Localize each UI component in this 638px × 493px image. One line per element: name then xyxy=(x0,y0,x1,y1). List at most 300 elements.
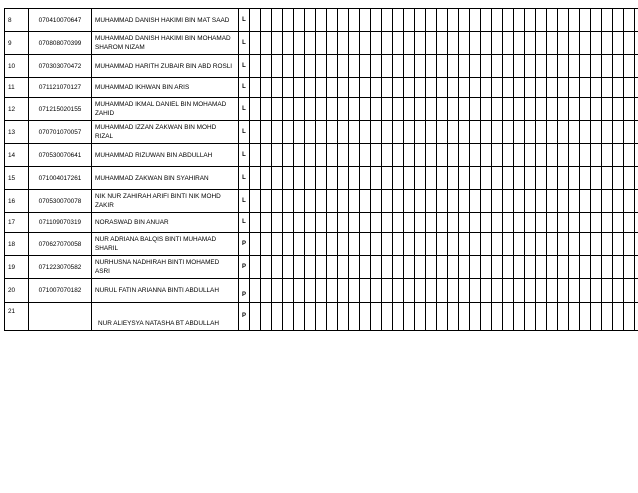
gender-cell: L xyxy=(239,55,250,78)
mark-cell xyxy=(525,167,536,190)
student-id-cell: 070627070058 xyxy=(29,233,92,256)
mark-cell xyxy=(272,303,283,331)
mark-cell xyxy=(272,144,283,167)
mark-cell xyxy=(547,167,558,190)
mark-cell xyxy=(525,213,536,233)
mark-cell xyxy=(382,9,393,32)
mark-cell xyxy=(536,9,547,32)
mark-cell xyxy=(426,144,437,167)
mark-cell xyxy=(294,256,305,279)
mark-cell xyxy=(327,78,338,98)
mark-cell xyxy=(602,233,613,256)
mark-cell xyxy=(382,98,393,121)
student-id-cell: 070701070057 xyxy=(29,121,92,144)
mark-cell xyxy=(569,190,580,213)
mark-cell xyxy=(591,303,602,331)
mark-cell xyxy=(426,78,437,98)
mark-cell xyxy=(448,55,459,78)
mark-cell xyxy=(591,55,602,78)
gender-cell: L xyxy=(239,167,250,190)
mark-cell xyxy=(360,213,371,233)
mark-cell xyxy=(580,303,591,331)
mark-cell xyxy=(283,213,294,233)
mark-cell xyxy=(503,213,514,233)
mark-cell xyxy=(470,256,481,279)
mark-cell xyxy=(371,98,382,121)
gender-cell: L xyxy=(239,78,250,98)
mark-cell xyxy=(294,55,305,78)
mark-cell xyxy=(613,121,624,144)
mark-cell xyxy=(635,256,638,279)
mark-cell xyxy=(459,213,470,233)
mark-cell xyxy=(305,233,316,256)
mark-cell xyxy=(393,167,404,190)
mark-cell xyxy=(536,279,547,303)
mark-cell xyxy=(371,78,382,98)
mark-cell xyxy=(283,190,294,213)
mark-cell xyxy=(393,233,404,256)
mark-cell xyxy=(569,98,580,121)
mark-cell xyxy=(492,190,503,213)
mark-cell xyxy=(283,233,294,256)
mark-cell xyxy=(481,190,492,213)
mark-cell xyxy=(602,213,613,233)
mark-cell xyxy=(305,98,316,121)
mark-cell xyxy=(327,256,338,279)
mark-cell xyxy=(624,144,635,167)
mark-cell xyxy=(415,279,426,303)
mark-cell xyxy=(580,121,591,144)
mark-cell xyxy=(569,32,580,55)
mark-cell xyxy=(547,121,558,144)
table-row xyxy=(5,9,638,32)
mark-cell xyxy=(624,167,635,190)
mark-cell xyxy=(349,303,360,331)
mark-cell xyxy=(349,9,360,32)
mark-cell xyxy=(404,144,415,167)
row-number-cell: 19 xyxy=(5,256,29,279)
mark-cell xyxy=(250,256,261,279)
gender-cell: P xyxy=(239,256,250,279)
mark-cell xyxy=(283,144,294,167)
mark-cell xyxy=(602,303,613,331)
row-number-cell: 9 xyxy=(5,32,29,55)
mark-cell xyxy=(470,78,481,98)
mark-cell xyxy=(437,167,448,190)
mark-cell xyxy=(481,9,492,32)
mark-cell xyxy=(503,32,514,55)
student-name-cell: MUHAMMAD HARITH ZUBAIR BIN ABD ROSLI xyxy=(92,55,239,78)
mark-cell xyxy=(327,121,338,144)
mark-cell xyxy=(250,233,261,256)
mark-cell xyxy=(305,303,316,331)
mark-cell xyxy=(338,9,349,32)
mark-cell xyxy=(261,98,272,121)
mark-cell xyxy=(382,32,393,55)
mark-cell xyxy=(635,121,638,144)
mark-cell xyxy=(503,121,514,144)
mark-cell xyxy=(250,121,261,144)
mark-cell xyxy=(569,303,580,331)
mark-cell xyxy=(272,98,283,121)
mark-cell xyxy=(404,190,415,213)
mark-cell xyxy=(415,213,426,233)
mark-cell xyxy=(272,279,283,303)
mark-cell xyxy=(250,144,261,167)
mark-cell xyxy=(360,121,371,144)
mark-cell xyxy=(547,98,558,121)
mark-cell xyxy=(525,303,536,331)
student-rows xyxy=(5,9,638,331)
mark-cell xyxy=(580,98,591,121)
mark-cell xyxy=(547,144,558,167)
mark-cell xyxy=(514,32,525,55)
mark-cell xyxy=(338,98,349,121)
student-id-cell: 071215020155 xyxy=(29,98,92,121)
mark-cell xyxy=(602,55,613,78)
mark-cell xyxy=(327,233,338,256)
mark-cell xyxy=(338,256,349,279)
mark-cell xyxy=(613,303,624,331)
mark-cell xyxy=(371,9,382,32)
mark-cell xyxy=(569,78,580,98)
mark-cell xyxy=(547,303,558,331)
mark-cell xyxy=(536,303,547,331)
mark-cell xyxy=(261,256,272,279)
mark-cell xyxy=(283,279,294,303)
student-id-cell xyxy=(29,303,92,331)
mark-cell xyxy=(558,98,569,121)
mark-cell xyxy=(382,233,393,256)
mark-cell xyxy=(327,303,338,331)
mark-cell xyxy=(448,144,459,167)
mark-cell xyxy=(459,121,470,144)
mark-cell xyxy=(448,167,459,190)
mark-cell xyxy=(591,256,602,279)
student-id-cell: 071121070127 xyxy=(29,78,92,98)
table-row xyxy=(5,98,638,121)
mark-cell xyxy=(624,55,635,78)
mark-cell xyxy=(481,32,492,55)
mark-cell xyxy=(481,213,492,233)
mark-cell xyxy=(437,144,448,167)
mark-cell xyxy=(316,9,327,32)
mark-cell xyxy=(459,32,470,55)
mark-cell xyxy=(558,303,569,331)
student-id-cell: 071223070582 xyxy=(29,256,92,279)
mark-cell xyxy=(470,233,481,256)
mark-cell xyxy=(580,213,591,233)
mark-cell xyxy=(536,55,547,78)
mark-cell xyxy=(613,279,624,303)
mark-cell xyxy=(569,233,580,256)
mark-cell xyxy=(481,55,492,78)
mark-cell xyxy=(569,279,580,303)
mark-cell xyxy=(316,144,327,167)
mark-cell xyxy=(448,98,459,121)
mark-cell xyxy=(470,213,481,233)
mark-cell xyxy=(481,256,492,279)
mark-cell xyxy=(459,167,470,190)
mark-cell xyxy=(393,78,404,98)
mark-cell xyxy=(404,32,415,55)
mark-cell xyxy=(316,55,327,78)
table-row xyxy=(5,55,638,78)
student-register-table xyxy=(4,8,638,331)
mark-cell xyxy=(591,78,602,98)
mark-cell xyxy=(459,55,470,78)
mark-cell xyxy=(525,279,536,303)
student-id-cell: 070530070078 xyxy=(29,190,92,213)
mark-cell xyxy=(536,98,547,121)
mark-cell xyxy=(503,167,514,190)
mark-cell xyxy=(613,144,624,167)
mark-cell xyxy=(349,233,360,256)
mark-cell xyxy=(250,167,261,190)
mark-cell xyxy=(349,144,360,167)
mark-cell xyxy=(602,144,613,167)
row-number-cell: 11 xyxy=(5,78,29,98)
mark-cell xyxy=(547,256,558,279)
table-row xyxy=(5,144,638,167)
mark-cell xyxy=(602,98,613,121)
mark-cell xyxy=(437,190,448,213)
mark-cell xyxy=(558,144,569,167)
mark-cell xyxy=(316,279,327,303)
mark-cell xyxy=(426,9,437,32)
mark-cell xyxy=(250,9,261,32)
mark-cell xyxy=(569,256,580,279)
mark-cell xyxy=(569,213,580,233)
mark-cell xyxy=(558,279,569,303)
mark-cell xyxy=(393,98,404,121)
mark-cell xyxy=(525,98,536,121)
mark-cell xyxy=(624,32,635,55)
mark-cell xyxy=(349,190,360,213)
student-name-cell: NURUL FATIN ARIANNA BINTI ABDULLAH xyxy=(92,279,239,303)
mark-cell xyxy=(591,233,602,256)
mark-cell xyxy=(305,190,316,213)
mark-cell xyxy=(635,55,638,78)
mark-cell xyxy=(525,256,536,279)
mark-cell xyxy=(360,190,371,213)
mark-cell xyxy=(503,303,514,331)
student-name-cell: NUR ALIEYSYA NATASHA BT ABDULLAH xyxy=(92,303,239,331)
mark-cell xyxy=(481,233,492,256)
mark-cell xyxy=(338,121,349,144)
mark-cell xyxy=(448,121,459,144)
mark-cell xyxy=(635,303,638,331)
mark-cell xyxy=(635,190,638,213)
student-name-cell: NURHUSNA NADHIRAH BINTI MOHAMED ASRI xyxy=(92,256,239,279)
table-row xyxy=(5,233,638,256)
mark-cell xyxy=(316,190,327,213)
mark-cell xyxy=(470,98,481,121)
mark-cell xyxy=(360,55,371,78)
student-id-cell: 070808070399 xyxy=(29,32,92,55)
mark-cell xyxy=(613,233,624,256)
mark-cell xyxy=(591,9,602,32)
mark-cell xyxy=(536,32,547,55)
mark-cell xyxy=(250,78,261,98)
mark-cell xyxy=(492,144,503,167)
mark-cell xyxy=(415,121,426,144)
mark-cell xyxy=(316,213,327,233)
mark-cell xyxy=(470,190,481,213)
mark-cell xyxy=(525,55,536,78)
mark-cell xyxy=(426,303,437,331)
mark-cell xyxy=(503,78,514,98)
mark-cell xyxy=(492,233,503,256)
mark-cell xyxy=(525,32,536,55)
student-name-cell: MUHAMMAD DANISH HAKIMI BIN MAT SAAD xyxy=(92,9,239,32)
mark-cell xyxy=(492,121,503,144)
mark-cell xyxy=(481,98,492,121)
mark-cell xyxy=(261,303,272,331)
mark-cell xyxy=(437,279,448,303)
mark-cell xyxy=(272,78,283,98)
mark-cell xyxy=(448,32,459,55)
student-id-cell: 071004017261 xyxy=(29,167,92,190)
mark-cell xyxy=(492,167,503,190)
mark-cell xyxy=(448,190,459,213)
mark-cell xyxy=(459,256,470,279)
mark-cell xyxy=(393,121,404,144)
gender-cell: L xyxy=(239,32,250,55)
mark-cell xyxy=(569,9,580,32)
mark-cell xyxy=(305,78,316,98)
mark-cell xyxy=(382,256,393,279)
mark-cell xyxy=(415,98,426,121)
mark-cell xyxy=(624,98,635,121)
mark-cell xyxy=(404,213,415,233)
mark-cell xyxy=(272,55,283,78)
mark-cell xyxy=(371,144,382,167)
mark-cell xyxy=(602,256,613,279)
mark-cell xyxy=(250,55,261,78)
mark-cell xyxy=(514,279,525,303)
class-register-sheet xyxy=(4,8,635,346)
mark-cell xyxy=(393,190,404,213)
mark-cell xyxy=(283,98,294,121)
mark-cell xyxy=(404,78,415,98)
mark-cell xyxy=(349,55,360,78)
mark-cell xyxy=(371,279,382,303)
mark-cell xyxy=(294,233,305,256)
mark-cell xyxy=(338,55,349,78)
mark-cell xyxy=(327,98,338,121)
mark-cell xyxy=(261,213,272,233)
mark-cell xyxy=(448,213,459,233)
mark-cell xyxy=(272,190,283,213)
mark-cell xyxy=(514,233,525,256)
mark-cell xyxy=(316,78,327,98)
mark-cell xyxy=(305,279,316,303)
mark-cell xyxy=(393,32,404,55)
mark-cell xyxy=(338,233,349,256)
row-number-cell: 14 xyxy=(5,144,29,167)
mark-cell xyxy=(272,233,283,256)
mark-cell xyxy=(349,121,360,144)
mark-cell xyxy=(602,78,613,98)
mark-cell xyxy=(624,256,635,279)
mark-cell xyxy=(283,78,294,98)
row-number-cell: 15 xyxy=(5,167,29,190)
mark-cell xyxy=(360,9,371,32)
mark-cell xyxy=(382,190,393,213)
mark-cell xyxy=(503,55,514,78)
mark-cell xyxy=(481,279,492,303)
mark-cell xyxy=(602,32,613,55)
mark-cell xyxy=(459,9,470,32)
mark-cell xyxy=(547,55,558,78)
mark-cell xyxy=(404,279,415,303)
mark-cell xyxy=(514,190,525,213)
mark-cell xyxy=(591,190,602,213)
gender-cell: L xyxy=(239,9,250,32)
mark-cell xyxy=(580,32,591,55)
mark-cell xyxy=(448,303,459,331)
mark-cell xyxy=(426,256,437,279)
mark-cell xyxy=(250,213,261,233)
mark-cell xyxy=(591,32,602,55)
mark-cell xyxy=(415,190,426,213)
mark-cell xyxy=(338,32,349,55)
mark-cell xyxy=(437,303,448,331)
mark-cell xyxy=(316,303,327,331)
mark-cell xyxy=(624,233,635,256)
row-number-cell: 10 xyxy=(5,55,29,78)
mark-cell xyxy=(547,213,558,233)
mark-cell xyxy=(635,213,638,233)
student-name-cell: NIK NUR ZAHIRAH ARIFI BINTI NIK MOHD ZAKIR xyxy=(92,190,239,213)
mark-cell xyxy=(481,121,492,144)
student-name-cell: NUR ADRIANA BALQIS BINTI MUHAMAD SHARIL xyxy=(92,233,239,256)
mark-cell xyxy=(503,190,514,213)
mark-cell xyxy=(580,9,591,32)
mark-cell xyxy=(481,144,492,167)
mark-cell xyxy=(371,121,382,144)
mark-cell xyxy=(536,167,547,190)
mark-cell xyxy=(591,213,602,233)
mark-cell xyxy=(393,279,404,303)
mark-cell xyxy=(250,303,261,331)
row-number-cell: 13 xyxy=(5,121,29,144)
mark-cell xyxy=(602,190,613,213)
mark-cell xyxy=(580,190,591,213)
mark-cell xyxy=(316,256,327,279)
mark-cell xyxy=(382,55,393,78)
mark-cell xyxy=(591,98,602,121)
mark-cell xyxy=(492,303,503,331)
mark-cell xyxy=(635,167,638,190)
student-name-cell: MUHAMMAD ZAKWAN BIN SYAHIRAN xyxy=(92,167,239,190)
mark-cell xyxy=(558,256,569,279)
mark-cell xyxy=(558,32,569,55)
student-name-cell: MUHAMMAD RIZUWAN BIN ABDULLAH xyxy=(92,144,239,167)
mark-cell xyxy=(382,303,393,331)
mark-cell xyxy=(360,144,371,167)
mark-cell xyxy=(261,167,272,190)
mark-cell xyxy=(459,233,470,256)
mark-cell xyxy=(327,55,338,78)
mark-cell xyxy=(250,279,261,303)
mark-cell xyxy=(613,32,624,55)
mark-cell xyxy=(580,144,591,167)
mark-cell xyxy=(415,144,426,167)
mark-cell xyxy=(360,233,371,256)
mark-cell xyxy=(492,279,503,303)
